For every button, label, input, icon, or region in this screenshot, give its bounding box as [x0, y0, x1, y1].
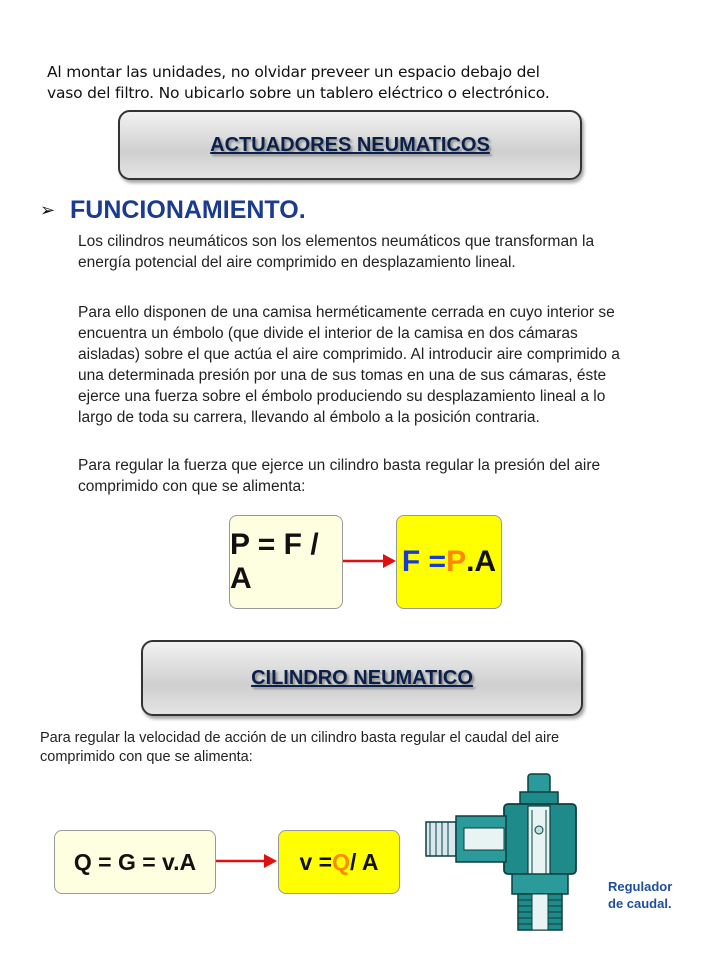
text-line: Para ello disponen de una camisa herméticamente cerrada en cuyo interior se	[78, 304, 615, 321]
intro-line-2: vaso del filtro. No ubicarlo sobre un tablero eléctrico o electrónico.	[47, 84, 550, 102]
flow-regulator-valve-image	[420, 770, 600, 935]
valve-caption	[608, 878, 708, 912]
formula-velocity	[278, 830, 400, 894]
paragraph-force	[78, 455, 678, 497]
text-line: comprimido con que se alimenta:	[40, 749, 253, 765]
formula-velocity-part1: v =	[299, 848, 333, 875]
paragraph-mechanism	[78, 302, 678, 428]
text-line: encuentra un émbolo (que divide el interior de la camisa en dos cámaras	[78, 325, 578, 342]
formula-pressure	[229, 515, 343, 609]
section-title: FUNCIONAMIENTO.	[70, 196, 306, 224]
text-line: Los cilindros neumáticos son los elementos neumáticos que transforman la	[78, 233, 595, 250]
text-line: Para regular la velocidad de acción de un cilindro basta regular el caudal del aire	[40, 730, 560, 746]
intro-text	[47, 62, 687, 104]
formula-force-part2: P	[446, 545, 467, 578]
text-line: energía potencial del aire comprimido en desplazamiento lineal.	[78, 254, 516, 271]
text-line: una determinada presión por una de sus tomas en una de sus cámaras, éste	[78, 367, 607, 384]
arrow-right-icon	[216, 852, 278, 870]
arrow-right-icon	[343, 552, 397, 570]
text-line: largo de toda su carrera, llevando al émbolo a la posición contraria.	[78, 409, 540, 426]
section-heading	[40, 196, 306, 225]
formula-force	[396, 515, 502, 609]
valve-caption-line-2: de caudal.	[608, 896, 672, 911]
formula-pressure-text: P = F / A	[230, 528, 319, 595]
formula-flow	[54, 830, 216, 894]
paragraph-velocity	[40, 729, 630, 767]
paragraph-definition	[78, 231, 678, 273]
arrow-bullet-icon: ➢	[40, 200, 56, 220]
text-line: aisladas) sobre el que actúa el aire comprimido. Al introducir aire comprimido a	[78, 346, 620, 363]
formula-force-part3: .A	[466, 545, 497, 578]
intro-line-1: Al montar las unidades, no olvidar preveer un espacio debajo del	[47, 63, 540, 81]
banner-cilindro	[141, 640, 583, 716]
text-line: Para regular la fuerza que ejerce un cilindro basta regular la presión del aire	[78, 457, 601, 474]
formula-force-part1: F =	[401, 545, 447, 578]
formula-velocity-part2: Q	[332, 848, 350, 875]
formula-velocity-part3: / A	[349, 848, 379, 875]
banner-actuadores-title: ACTUADORES NEUMATICOS	[210, 133, 490, 156]
formula-flow-text: Q = G = v.A	[73, 848, 197, 875]
valve-caption-line-1: Regulador	[608, 879, 673, 894]
banner-actuadores	[118, 110, 582, 180]
text-line: ejerce una fuerza sobre el émbolo produciendo su desplazamiento lineal a lo	[78, 388, 606, 405]
text-line: comprimido con que se alimenta:	[78, 478, 306, 495]
banner-cilindro-title: CILINDRO NEUMATICO	[251, 666, 473, 689]
